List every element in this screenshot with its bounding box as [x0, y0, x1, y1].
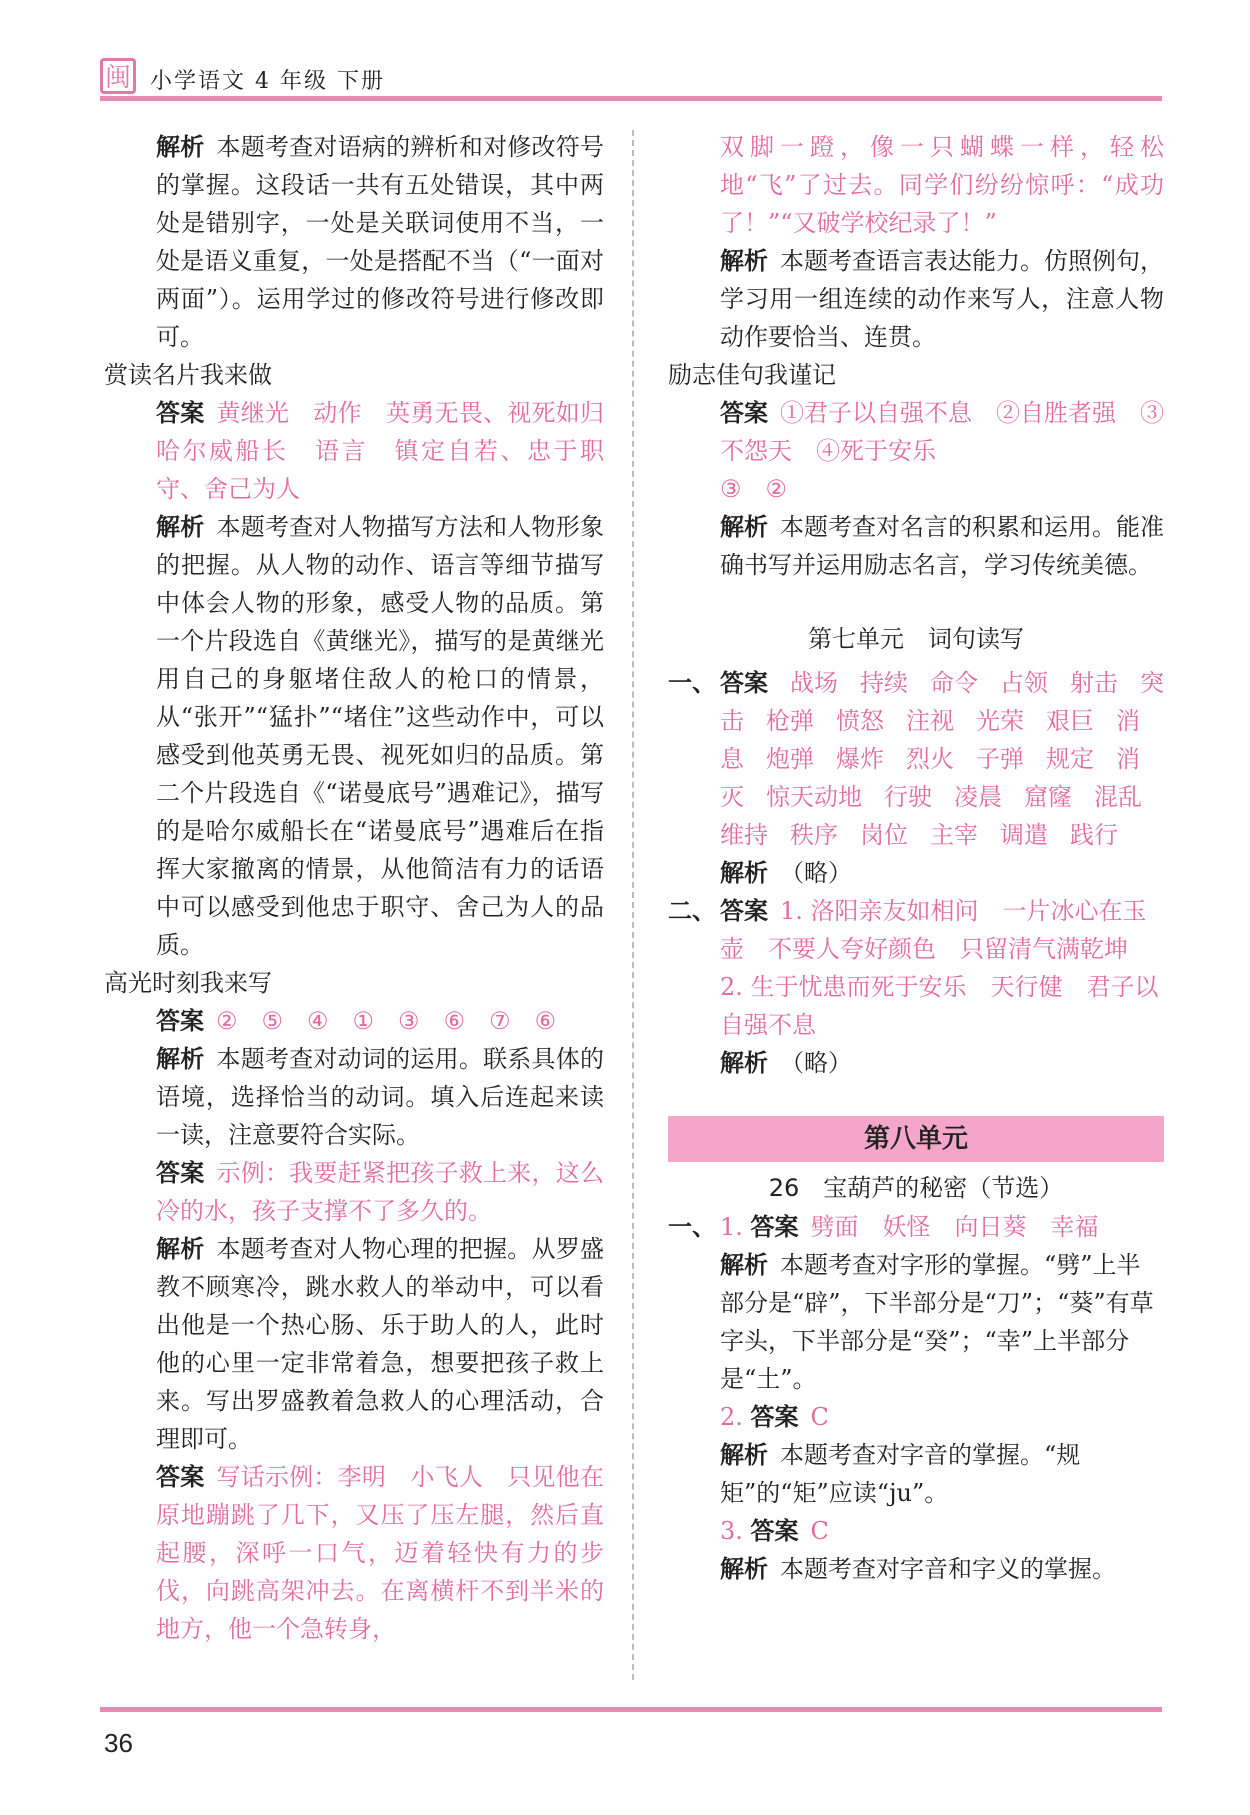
word-item: 爆炸	[836, 745, 884, 773]
word-item: 光荣	[976, 707, 1024, 735]
analysis-paragraph: 解析 本题考查对人物心理的把握。从罗盛教不顾寒冷，跳水救人的举动中，可以看出他是一个热心肠、乐于助人的人，此时他的心里一定非常着急，想要把孩子救上来。写出罗盛教着急救人的心理活动，合理即可。	[156, 1235, 605, 1453]
word-item: 炮弹	[766, 745, 814, 773]
analysis-label: 解析	[720, 513, 768, 541]
column-divider	[632, 130, 634, 1680]
analysis-paragraph: 解析 本题考查对动词的运用。联系具体的语境，选择恰当的动词。填入后连起来读一读，注意要符合实际。	[156, 1045, 605, 1149]
analysis-label: 解析	[720, 1441, 768, 1469]
answer-label: 答案	[156, 1007, 204, 1035]
left-column	[104, 128, 629, 1648]
word-item: 消息	[720, 707, 1140, 773]
word-item: 战场	[790, 669, 838, 697]
word-item: 行驶	[884, 783, 932, 811]
word-item: 维持	[720, 821, 768, 849]
word-item: 践行	[1070, 821, 1118, 849]
word-item: 愤怒	[836, 707, 884, 735]
word-item: 调遣	[1000, 821, 1048, 849]
lesson-title: 26 宝葫芦的秘密（节选）	[768, 1174, 1064, 1202]
analysis-paragraph: 解析 本题考查对字形的掌握。“劈”上半部分是“辟”，下半部分是“刀”；“葵”有草字头，下半部分是“癸”；“幸”上半部分是“土”。	[720, 1251, 1154, 1393]
analysis-paragraph: 解析 本题考查对字音和字义的掌握。	[720, 1555, 1116, 1583]
answer-label: 答案	[720, 399, 768, 427]
page-number: 36	[104, 1728, 133, 1758]
word-item: 持续	[860, 669, 908, 697]
answer-paragraph: 答案 写话示例：李明 小飞人 只见他在原地蹦跳了几下，又压了压左腿，然后直起腰，深呼一口气，迈着轻快有力的步伐，向跳高架冲去。在离横杆不到半米的地方，他一个急转身，	[156, 1463, 605, 1643]
analysis-paragraph: 解析 本题考查对人物描写方法和人物形象的把握。从人物的动作、语言等细节描写中体会人物的形象，感受人物的品质。第一个片段选自《黄继光》，描写的是黄继光用自己的身躯堵住敌人的枪口的情景，从“张开”“猛扑”“堵住”这些动作中，可以感受到他英勇无畏、视死如归的品质。第二个片段选自《“诺曼底号”遇难记》，描写的是哈尔威船长在“诺曼底号”遇难后在指挥大家撤离的情景，从他简洁有力的话语中可以感受到他忠于职守、舍己为人的品质。	[156, 513, 605, 959]
answer-paragraph: 3. 答案 C	[720, 1517, 829, 1545]
analysis-label: 解析	[720, 1049, 768, 1077]
analysis-paragraph: 解析 本题考查对名言的积累和运用。能准确书写并运用励志名言，学习传统美德。	[720, 513, 1164, 579]
word-item: 烈火	[906, 745, 954, 773]
analysis-label: 解析	[156, 1235, 205, 1263]
sub-number: 1.	[720, 1213, 743, 1241]
word-item: 窟窿	[1024, 783, 1072, 811]
answer-paragraph: 答案 1. 洛阳亲友如相问 一片冰心在玉壶 不要人夸好颜色 只留清气满乾坤 2. 生于忧患而死于安乐 天行健 君子以自强不息	[720, 897, 1159, 1039]
unit8-banner: 第八单元	[668, 1116, 1164, 1162]
word-item: 枪弹	[766, 707, 814, 735]
answer-label: 答案	[156, 399, 205, 427]
answer-label: 答案	[156, 1159, 205, 1187]
analysis-label: 解析	[720, 247, 768, 275]
word-item: 注视	[906, 707, 954, 735]
right-column	[668, 128, 1164, 1588]
analysis-label: 解析	[720, 1251, 768, 1279]
analysis-label: 解析	[720, 1555, 768, 1583]
lesson-question-1	[668, 1208, 1164, 1588]
word-item: 凌晨	[954, 783, 1002, 811]
analysis-label: 解析	[156, 513, 205, 541]
analysis-paragraph: 解析 本题考查对字音的掌握。“规矩”的“矩”应读“ju”。	[720, 1441, 1081, 1507]
analysis-paragraph: 解析 （略）	[720, 1049, 852, 1077]
analysis-label: 解析	[156, 133, 205, 161]
word-items	[720, 669, 1164, 849]
answer-paragraph: 答案 ② ⑤ ④ ① ③ ⑥ ⑦ ⑥	[156, 1007, 557, 1035]
analysis-paragraph: 解析 本题考查对语病的辨析和对修改符号的掌握。这段话一共有五处错误，其中两处是错别字，一处是关联词使用不当，一处是语义重复，一处是搭配不当（“一面对两面”）。运用学过的修改符号进行修改即可。	[156, 133, 605, 351]
page-header	[100, 58, 1162, 98]
question-number: 一、	[668, 669, 716, 697]
word-item: 射击	[1070, 669, 1118, 697]
sub-number: 2.	[720, 1403, 743, 1431]
word-item: 岗位	[860, 821, 908, 849]
analysis-paragraph: 解析 本题考查语言表达能力。仿照例句，学习用一组连续的动作来写人，注意人物动作要恰当、连贯。	[720, 247, 1164, 351]
analysis-paragraph: 解析 （略）	[720, 859, 852, 887]
sub-number: 3.	[720, 1517, 743, 1545]
question-2	[668, 892, 1164, 1082]
answer-paragraph: 答案 黄继光 动作 英勇无畏、视死如归 哈尔威船长 语言 镇定自若、忠于职守、舍己为人	[156, 399, 629, 503]
answer-paragraph: 答案 示例：我要赶紧把孩子救上来，这么冷的水，孩子支撑不了多久的。	[156, 1159, 605, 1225]
unit7-title: 第七单元 词句读写	[808, 625, 1024, 653]
answer-label: 答案	[156, 1463, 205, 1491]
answer-paragraph: 答案 ①君子以自强不息 ②自胜者强 ③不怨天 ④死于安乐 ③ ②	[720, 399, 1164, 503]
publisher-logo-icon: 闽	[100, 58, 136, 94]
header-rule	[100, 96, 1162, 101]
section-title-quotes: 励志佳句我谨记	[668, 361, 836, 389]
answer-paragraph: 2. 答案 C	[720, 1403, 829, 1431]
word-item: 子弹	[976, 745, 1024, 773]
answer-label: 答案	[750, 1517, 799, 1545]
word-item: 艰巨	[1046, 707, 1094, 735]
answer-label: 答案	[720, 897, 768, 925]
answer-continuation: 双脚一蹬，像一只蝴蝶一样，轻松地“飞”了过去。同学们纷纷惊呼：“成功了！”“又破学校纪录了！”	[720, 133, 1164, 237]
section-title-highlight: 高光时刻我来写	[104, 969, 272, 997]
question-number: 二、	[668, 897, 716, 925]
answer-word-list	[720, 664, 1164, 854]
question-number: 一、	[668, 1213, 716, 1241]
word-item: 命令	[930, 669, 978, 697]
analysis-label: 解析	[156, 1045, 205, 1073]
analysis-label: 解析	[720, 859, 768, 887]
word-item: 主宰	[930, 821, 978, 849]
word-item: 规定	[1046, 745, 1094, 773]
word-item: 惊天动地	[766, 783, 862, 811]
word-item: 秩序	[790, 821, 838, 849]
question-1	[668, 664, 1164, 892]
answer-label: 答案	[720, 669, 768, 697]
book-title: 小学语文 4 年级 下册	[150, 69, 385, 94]
word-item: 消灭	[720, 745, 1140, 811]
answer-paragraph: 1. 答案 劈面 妖怪 向日葵 幸福	[720, 1213, 1099, 1241]
word-item: 突击	[720, 669, 1164, 735]
section-title-card: 赏读名片我来做	[104, 361, 272, 389]
word-item: 占领	[1000, 669, 1048, 697]
word-item: 混乱	[1094, 783, 1142, 811]
answer-label: 答案	[750, 1213, 799, 1241]
footer-rule	[100, 1707, 1162, 1712]
answer-label: 答案	[750, 1403, 799, 1431]
